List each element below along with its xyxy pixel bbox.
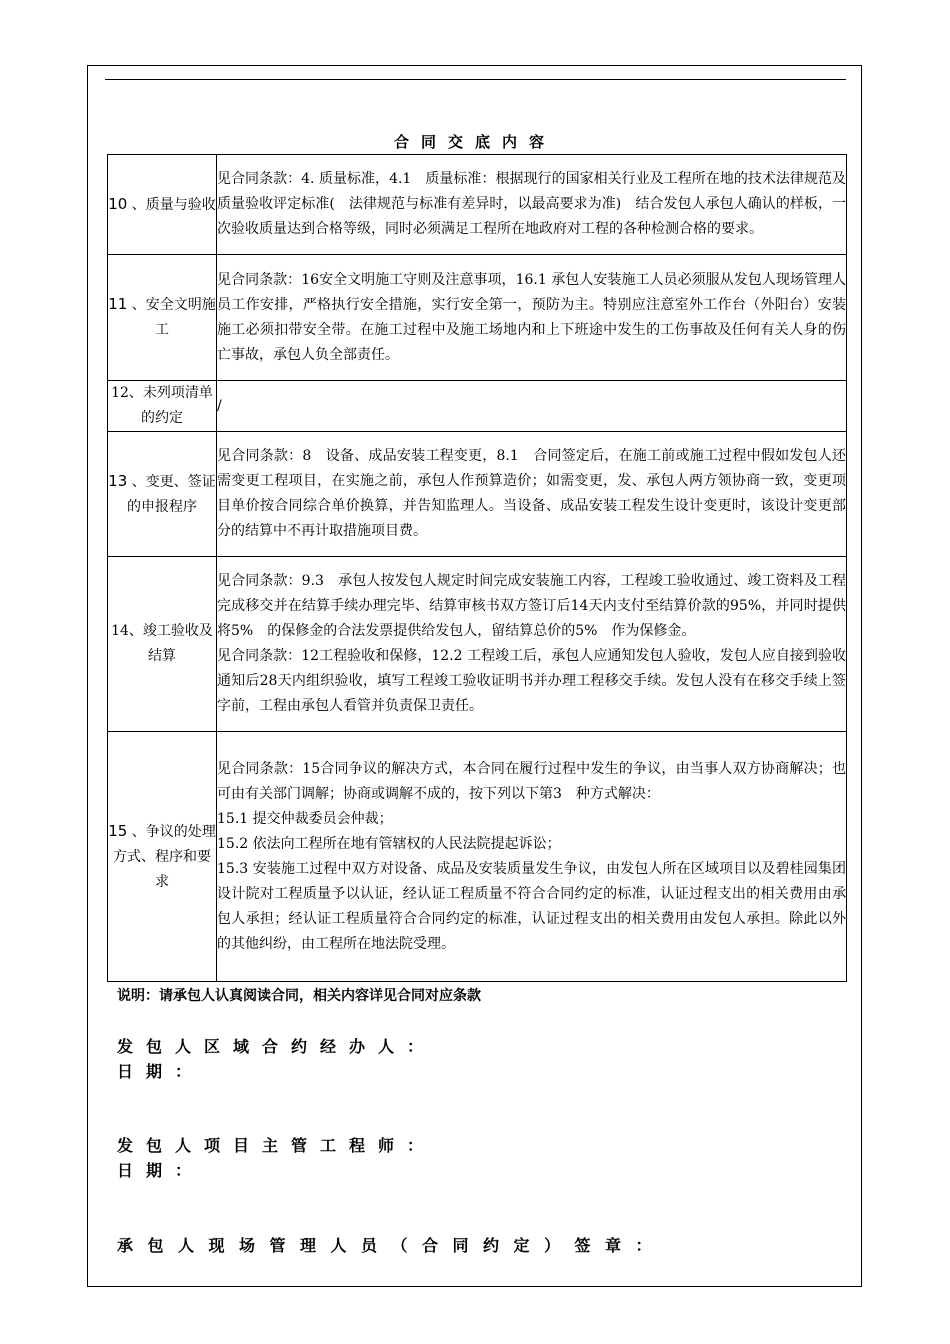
row-label: 11 、安全文明施工 — [108, 255, 217, 381]
table-row — [108, 557, 847, 732]
note-text: 说明：请承包人认真阅读合同，相关内容详见合同对应条款 — [117, 988, 481, 1004]
row-label: 15 、争议的处理方式、程序和要求 — [108, 732, 217, 982]
document-title: 合同交底内容 — [393, 133, 556, 151]
header-rule — [105, 79, 846, 80]
row-content: / — [217, 381, 847, 432]
signature-site-manager: 承包人现场管理人员（合同约定）签章： — [117, 1236, 667, 1255]
row-content: 见合同条款：8 设备、成品安装工程变更，8.1 合同签定后，在施工前或施工过程中假如发包人还需变更工程项目，在实施之前，承包人作预算造价；如需变更，发、承包人两方领协商一致，变更项目单价按合同综合单价换算，并告知监理人。当设备、成品安装工程发生设计变更时，该设计变更部分的结算中不再计取措施项目费。 — [217, 432, 847, 557]
signature-project-engineer: 发包人项目主管工程师： — [117, 1136, 437, 1155]
row-label: 12、未列项清单的约定 — [108, 381, 217, 432]
row-content: 见合同条款：9.3 承包人按发包人规定时间完成安装施工内容，工程竣工验收通过、竣工资料及工程完成移交并在结算手续办理完毕、结算审核书双方签订后14天内支付至结算价款的95%，并同时提供将5% 的保修金的合法发票提供给发包人，留结算总价的5% 作为保修金。 见合同条款：12工程验收和保修，12.2 工程竣工后，承包人应通知发包人验收，发包人应自接到验收通知后28天内组织验收，填写工程竣工验收证明书并办理工程移交手续。发包人没有在移交手续上签字前，工程由承包人看管并负责保卫责任。 — [217, 557, 847, 732]
table-row — [108, 732, 847, 982]
table-row — [108, 255, 847, 381]
signature-area-agent: 发包人区域合约经办人： — [117, 1037, 437, 1056]
table-row — [108, 432, 847, 557]
row-label: 14、竣工验收及结算 — [108, 557, 217, 732]
contract-table — [107, 154, 847, 982]
row-content: 见合同条款：16安全文明施工守则及注意事项，16.1 承包人安装施工人员必须服从发包人现场管理人员工作安排，严格执行安全措施，实行安全第一，预防为主。特别应注意室外工作台（外阳台）安装施工必须扣带安全带。在施工过程中及施工场地内和上下班途中发生的工伤事故及任何有关人身的伤亡事故，承包人负全部责任。 — [217, 255, 847, 381]
table-row — [108, 155, 847, 255]
signature-date-1: 日期： — [117, 1062, 205, 1081]
row-content: 见合同条款：15合同争议的解决方式，本合同在履行过程中发生的争议，由当事人双方协商解决；也可由有关部门调解；协商或调解不成的，按下列以下第3 种方式解决： 15.1 提交仲裁委员会仲裁； 15.2 依法向工程所在地有管辖权的人民法院提起诉讼； 15.3 安装施工过程中双方对设备、成品及安装质量发生争议，由发包人所在区域项目以及碧桂园集团设计院对工程质量予以认证，经认证工程质量不符合合同约定的标准，认证过程支出的相关费用由承包人承担；经认证工程质量符合合同约定的标准，认证过程支出的相关费用由发包人承担。除此以外的其他纠纷，由工程所在地法院受理。 — [217, 732, 847, 982]
table-row — [108, 381, 847, 432]
row-label: 13 、变更、签证的申报程序 — [108, 432, 217, 557]
row-content: 见合同条款：4. 质量标准，4.1 质量标准：根据现行的国家相关行业及工程所在地的技术法律规范及质量验收评定标准( 法律规范与标准有差异时，以最高要求为准) 结合发包人承包人确认的样板，一次验收质量达到合格等级，同时必须满足工程所在地政府对工程的各种检测合格的要求。 — [217, 155, 847, 255]
signature-date-2: 日期： — [117, 1161, 205, 1180]
row-label: 10 、质量与验收 — [108, 155, 217, 255]
